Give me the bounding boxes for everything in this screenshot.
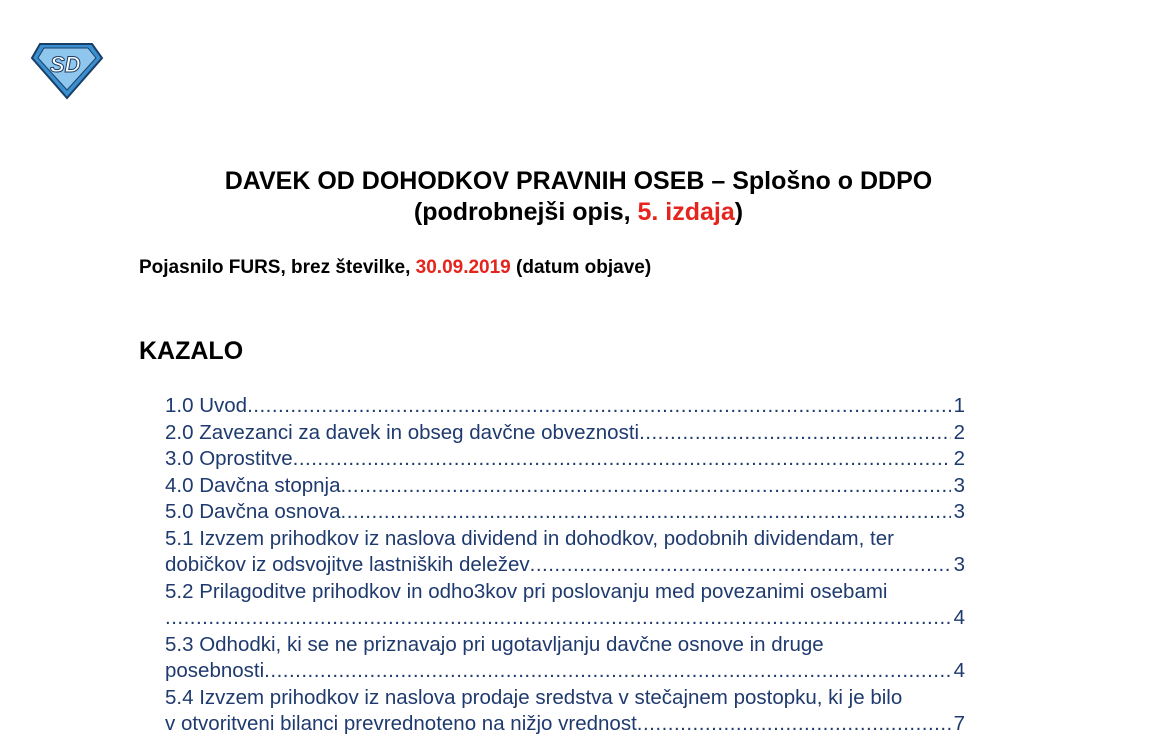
toc-page-number[interactable]: 1 <box>953 394 965 417</box>
title-line-2-pre: (podrobnejši opis, <box>413 198 638 226</box>
edition-label: 5. izdaja <box>637 198 735 226</box>
title-line-2-post: ) <box>734 198 744 226</box>
sd-diamond-logo-icon <box>30 40 104 100</box>
toc-dot-leader <box>264 658 951 685</box>
document-title <box>0 166 1157 228</box>
toc-entry-5-4[interactable] <box>165 685 965 738</box>
title-line-2 <box>0 197 1157 228</box>
toc-entry-5-1[interactable] <box>165 526 965 579</box>
toc-entry-label-first-line[interactable]: 5.2 Prilagoditve prihodkov in odho3kov pri poslovanju med povezanimi osebami <box>165 579 888 603</box>
toc-page-number[interactable]: 7 <box>953 712 965 735</box>
toc-heading: KAZALO <box>139 337 244 365</box>
toc-dot-leader <box>165 605 951 632</box>
toc-page-number[interactable]: 4 <box>953 606 965 629</box>
table-of-contents <box>165 393 965 738</box>
toc-page-number[interactable]: 2 <box>953 420 965 444</box>
toc-page-number[interactable]: 3 <box>953 473 965 497</box>
toc-entry-3-0[interactable] <box>165 446 965 473</box>
sd-logo <box>30 40 104 100</box>
toc-dot-leader <box>341 473 951 500</box>
toc-dot-leader <box>293 446 951 473</box>
toc-entry-label-first-line[interactable]: 5.1 Izvzem prihodkov iz naslova dividend in dohodkov, podobnih dividendam, ter <box>165 526 894 550</box>
toc-dot-leader <box>639 420 951 447</box>
toc-entry-label[interactable]: 3.0 Oprostitve <box>165 447 293 470</box>
toc-entry-5-0[interactable] <box>165 499 965 526</box>
toc-entry-5-2[interactable] <box>165 579 965 632</box>
source-pre: Pojasnilo FURS, brez številke, <box>139 257 416 278</box>
toc-entry-label[interactable]: dobičkov iz odsvojitve lastniških deležev <box>165 553 530 576</box>
toc-dot-leader <box>530 552 951 579</box>
svg-text:SD: SD <box>50 52 81 77</box>
toc-entry-label[interactable]: v otvoritveni bilanci prevrednoteno na nižjo vrednost <box>165 712 637 735</box>
toc-dot-leader <box>637 711 951 738</box>
title-line-1: DAVEK OD DOHODKOV PRAVNIH OSEB – Splošno o DDPO <box>224 167 933 195</box>
toc-entry-1-0[interactable] <box>165 393 965 420</box>
toc-page-number[interactable]: 3 <box>953 553 965 576</box>
toc-entry-label[interactable]: 5.0 Davčna osnova <box>165 500 341 523</box>
toc-entry-label[interactable]: 2.0 Zavezanci za davek in obseg davčne obveznosti <box>165 420 640 444</box>
toc-entry-5-3[interactable] <box>165 632 965 685</box>
publication-date: 30.09.2019 <box>415 257 511 278</box>
toc-page-number[interactable]: 3 <box>953 500 965 523</box>
toc-page-number[interactable]: 2 <box>953 447 965 470</box>
toc-entry-label[interactable]: 4.0 Davčna stopnja <box>165 473 341 497</box>
toc-dot-leader <box>247 393 951 420</box>
toc-entry-4-0[interactable] <box>165 473 965 500</box>
toc-page-number[interactable]: 4 <box>953 659 965 682</box>
toc-entry-label-first-line[interactable]: 5.3 Odhodki, ki se ne priznavajo pri ugotavljanju davčne osnove in druge <box>165 632 824 656</box>
source-post: (datum objave) <box>510 257 652 278</box>
source-line <box>139 255 651 281</box>
toc-entry-label[interactable]: 1.0 Uvod <box>165 394 248 417</box>
toc-entry-2-0[interactable] <box>165 420 965 447</box>
toc-entry-label[interactable]: posebnosti <box>165 659 265 682</box>
toc-entry-label-first-line[interactable]: 5.4 Izvzem prihodkov iz naslova prodaje sredstva v stečajnem postopku, ki je bilo <box>165 685 903 709</box>
toc-dot-leader <box>341 499 951 526</box>
